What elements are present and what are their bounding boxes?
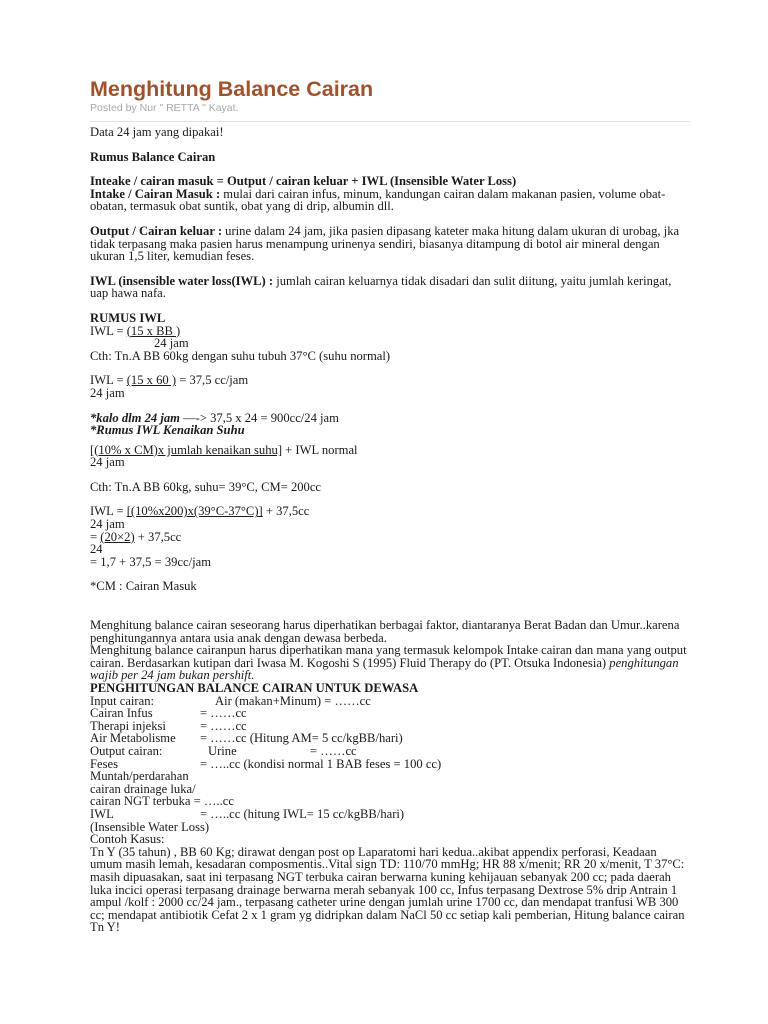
drainage-row: cairan drainage luka/ <box>90 781 196 796</box>
dewasa-heading: PENGHITUNGAN BALANCE CAIRAN UNTUK DEWASA <box>90 681 419 695</box>
daily-iwl: *kalo dlm 24 jam —-> 37,5 x 24 = 900cc/24 jam <box>90 410 339 425</box>
infus-row: Cairan Infus = ……cc <box>90 706 247 721</box>
input-row: Input cairan: Air (makan+Minum) = ……cc <box>90 693 371 708</box>
rumus-line: Inteake / cairan masuk = Output / cairan keluar + IWL (Insensible Water Loss) <box>90 174 517 189</box>
iwl-label: IWL (insensible water loss(IWL) : <box>90 273 274 288</box>
injeksi-row: Therapi injeksi = ……cc <box>90 718 247 733</box>
output-label: Output / Cairan keluar : <box>90 223 223 238</box>
formula-iwl-5: = (20×2) + 37,5cc <box>90 529 182 544</box>
iwl-note: (Insensible Water Loss) <box>90 819 210 834</box>
formula-iwl-result: = 1,7 + 37,5 = 39cc/jam <box>90 554 211 569</box>
formula-iwl-4: IWL = [(10%x200)x(39°C-37°C)] + 37,5cc <box>90 504 310 519</box>
example-1: Cth: Tn.A BB 60kg dengan suhu tubuh 37°C (suhu normal) <box>90 348 391 363</box>
feses-row: Feses = …..cc (kondisi normal 1 BAB feses = 100 cc) <box>90 756 442 771</box>
article-title[interactable]: Menghitung Balance Cairan <box>90 77 374 101</box>
kasus-text: Tn Y (35 tahun) , BB 60 Kg; dirawat dengan post op Laparatomi hari kedua..akibat appendix perforasi, Keadaan umum masih lemah, kesadaran composmentis..Vital sign TD: 110/70 mmHg; HR 88 x/menit; RR 20 x/menit, T 37°C: masih dipuasakan, saat ini terpasang NGT terbuka cairan berwarna kuning kehijauan sebanyak 200 cc; pada daerah luka incici operasi terpasang drainage berwarna merah sebanyak 100 cc, Infus terpasang Dextrose 5% drip Antrain 1 ampul /kolf : 2000 cc/24 jam., terpasang catheter urine dengan jumlah urine 1700 cc, dan mendapat tranfusi WB 300 cc; mendapat antibiotik Cefat 2 x 1 gram yg didripkan dalam NaCl 50 cc setiap kali pemberian, Hitung balance cairan Tn Y! <box>90 844 685 935</box>
ngt-row: cairan NGT terbuka = …..cc <box>90 794 234 809</box>
post-byline: Posted by Nur " RETTA " Kayat. <box>90 102 239 114</box>
kenaikan-suhu-heading: *Rumus IWL Kenaikan Suhu <box>90 423 245 438</box>
paragraph-factors: Menghitung balance cairan seseorang harus diperhatikan berbagai faktor, diantaranya Berat Badan dan Umur..karena penghitungannya antara usia anak dengan dewasa berbeda. <box>90 618 680 645</box>
formula-iwl-2-denominator: 24 jam <box>90 385 125 400</box>
output-row: Output cairan: Urine = ……cc <box>90 743 357 758</box>
formula-iwl-5-denominator: 24 <box>90 542 103 557</box>
formula-iwl-1: IWL = (15 x BB ) <box>90 323 181 338</box>
paragraph-citation: Menghitung balance cairanpun harus diperhatikan mana yang termasuk kelompok Intake cairan dan mana yang output cairan. Berdasarkan kutipan dari Iwasa M. Kogoshi S (1995) Fluid Therapy do (PT. Otsuka Indonesia) penghitungan wajib per 24 jam bukan pershift. <box>90 643 687 683</box>
header-divider <box>90 121 690 122</box>
intro-text: Data 24 jam yang dipakai! <box>90 125 224 139</box>
formula-iwl-1-denominator: 24 jam <box>154 336 189 351</box>
formula-iwl-4-denominator: 24 jam <box>90 517 125 532</box>
rumus-heading: Rumus Balance Cairan <box>90 149 216 164</box>
formula-kenaikan: [(10% x CM)x jumlah kenaikan suhu] + IWL normal <box>90 442 358 457</box>
iwl-row: IWL = …..cc (hitung IWL= 15 cc/kgBB/hari) <box>90 806 405 821</box>
formula-kenaikan-denominator: 24 jam <box>90 455 125 470</box>
iwl-definition <box>90 275 690 300</box>
rumus-iwl-heading: RUMUS IWL <box>90 310 166 325</box>
cm-note: *CM : Cairan Masuk <box>90 579 197 594</box>
muntah-row: Muntah/perdarahan <box>90 769 189 784</box>
output-paragraph <box>90 225 690 263</box>
air-metabolisme-row: Air Metabolisme = ……cc (Hitung AM= 5 cc/kgBB/hari) <box>90 731 403 746</box>
intake-label: Intake / Cairan Masuk : <box>90 186 221 201</box>
intake-text: mulai dari cairan infus, minum, kandungan cairan dalam makanan pasien, volume obat-obatan, termasuk obat suntik, obat yang di drip, albumin dll. <box>90 186 666 214</box>
iwl-text: jumlah cairan keluarnya tidak disadari dan sulit diitung, yaitu jumlah keringat, uap hawa nafa. <box>90 273 672 301</box>
example-2: Cth: Tn.A BB 60kg, suhu= 39°C, CM= 200cc <box>90 479 322 494</box>
formula-iwl-2: IWL = (15 x 60 ) = 37,5 cc/jam <box>90 373 249 388</box>
article <box>90 76 690 934</box>
output-text: urine dalam 24 jam, jika pasien dipasang kateter maka hitung dalam ukuran di urobag, jka tidak terpasang maka pasien harus menampung urinenya sendiri, biasanya ditampung di botol air mineral dengan ukuran 1,5 liter, kemudian feses. <box>90 223 680 264</box>
intake-paragraph <box>90 188 690 213</box>
kasus-heading: Contoh Kasus: <box>90 832 165 847</box>
